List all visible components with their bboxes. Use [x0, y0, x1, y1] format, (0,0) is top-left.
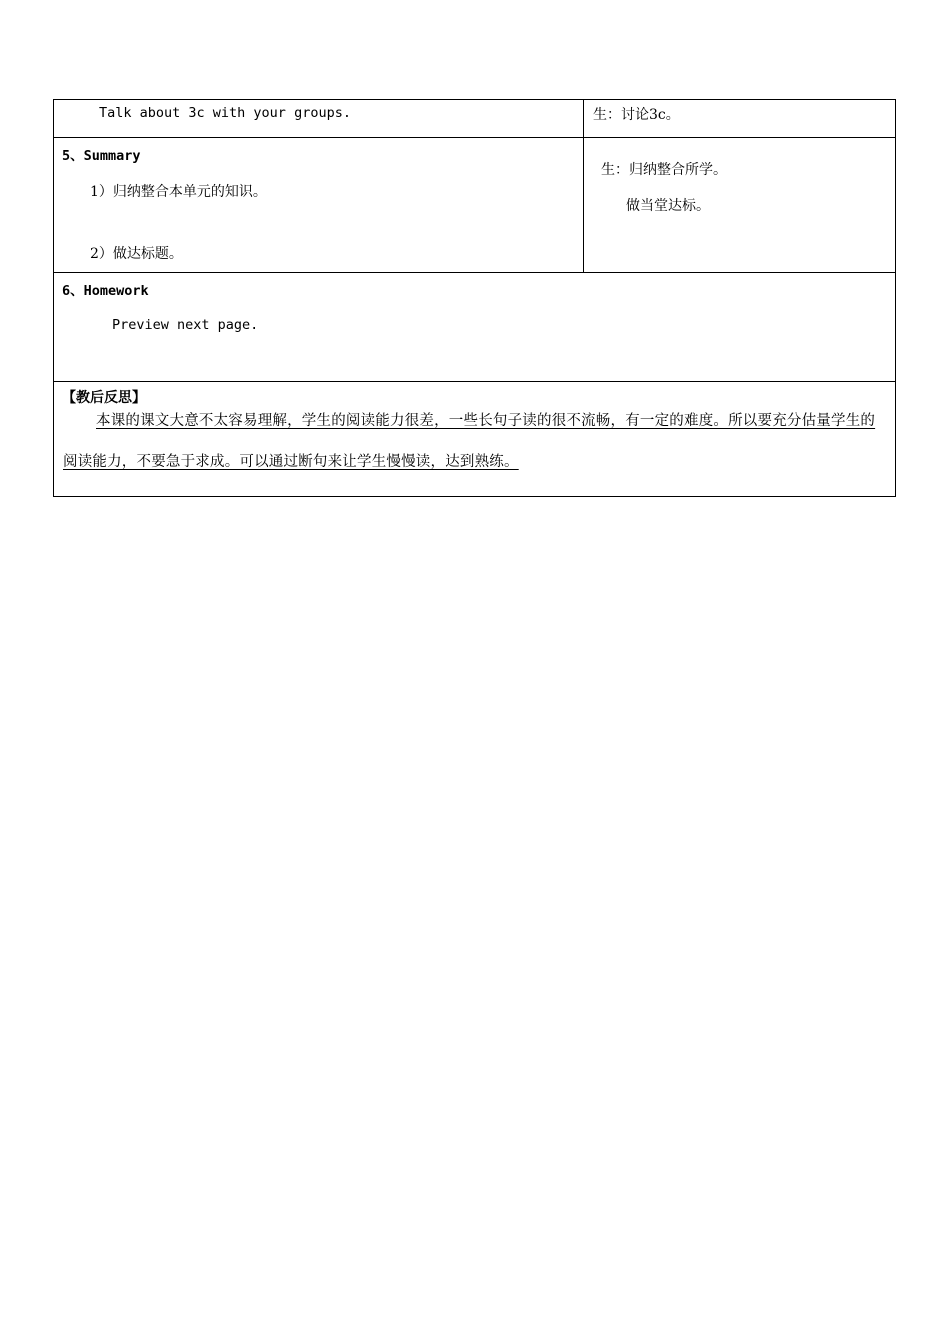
summary-student-line-1: 生：归纳整合所学。 [601, 162, 727, 178]
talk-row [54, 100, 896, 138]
reflection-heading: 【教后反思】 [62, 390, 146, 406]
talk-student-cell [584, 100, 896, 138]
homework-heading: 6、Homework [62, 283, 149, 299]
homework-text: Preview next page. [112, 317, 259, 333]
summary-row [54, 138, 896, 273]
lesson-plan-table [53, 99, 896, 497]
talk-student-text: 生：讨论3c。 [593, 107, 680, 123]
talk-activity-text: Talk about 3c with your groups. [99, 105, 351, 121]
summary-student-line-2: 做当堂达标。 [626, 198, 710, 214]
summary-activity-cell [54, 138, 584, 273]
reflection-text: 本课的课文大意不太容易理解，学生的阅读能力很差，一些长句子读的很不流畅，有一定的难度。所以要充分估量学生的阅读能力，不要急于求成。可以通过断句来让学生慢慢读，达到熟练。 [63, 413, 876, 470]
summary-item-1: 1）归纳整合本单元的知识。 [90, 184, 267, 200]
talk-activity-cell [54, 100, 584, 138]
summary-student-cell [584, 138, 896, 273]
homework-row [54, 273, 896, 382]
reflection-row [54, 382, 896, 497]
summary-heading: 5、Summary [62, 148, 141, 164]
summary-item-2: 2）做达标题。 [90, 246, 183, 262]
reflection-cell [54, 382, 896, 497]
homework-cell [54, 273, 896, 382]
